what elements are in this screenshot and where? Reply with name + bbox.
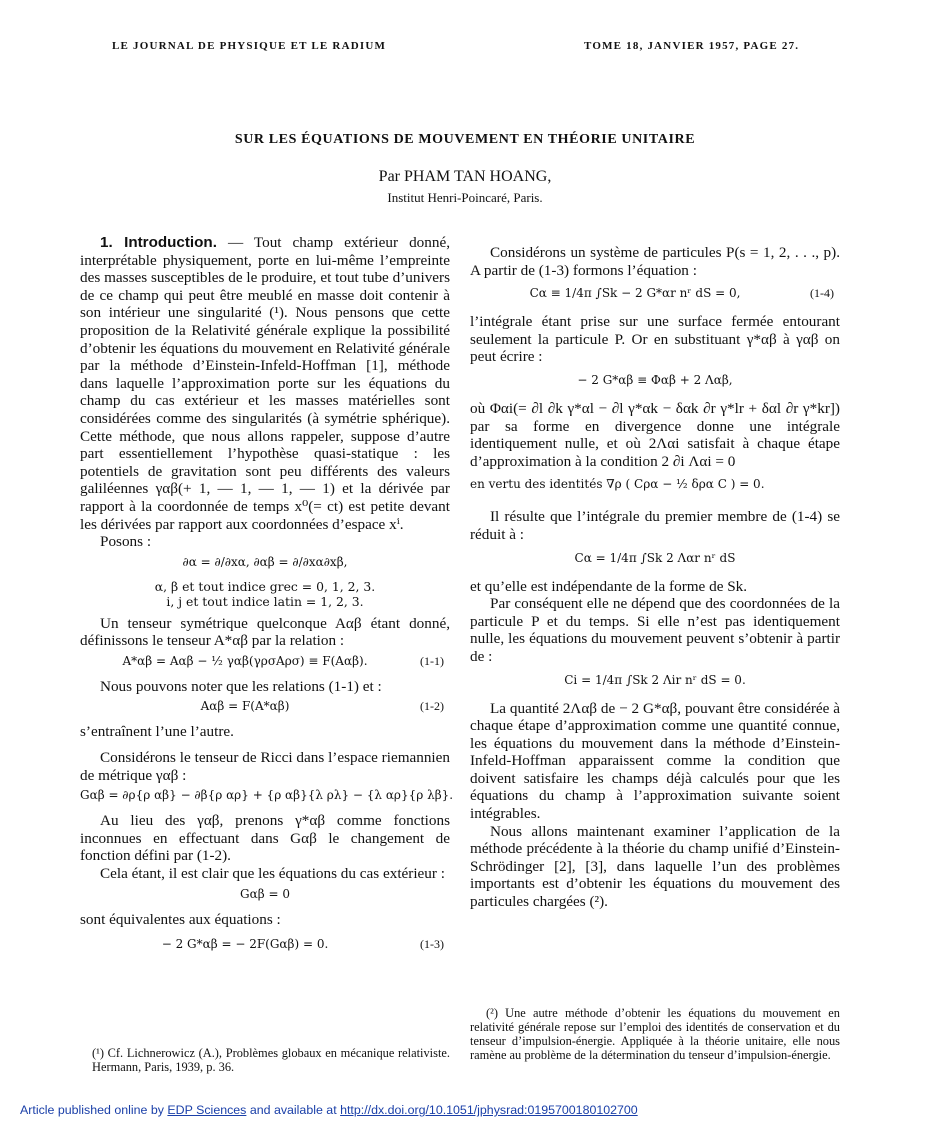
issue-header: TOME 18, JANVIER 1957, PAGE 27. — [584, 40, 800, 52]
latin-indices: i, j et tout indice latin = 1, 2, 3. — [166, 593, 364, 609]
equation-1-4: Cα ≡ 1/4π ∫Sk − 2 G*αr nʳ dS = 0, (1-4) — [529, 286, 834, 301]
doi-link[interactable]: http://dx.doi.org/10.1051/jphysrad:0195700180102700 — [340, 1103, 638, 1117]
left-column — [80, 234, 454, 961]
edp-sciences-link[interactable]: EDP Sciences — [167, 1103, 247, 1117]
equation-reduced: Cα = 1/4π ∫Sk 2 Λαr nʳ dS — [574, 550, 736, 565]
greek-indices: α, β et tout indice grec = 0, 1, 2, 3. — [154, 578, 376, 594]
consequence-paragraph: Par conséquent elle ne dépend que des coordonnées de la particule P et du temps. Si elle n’est pas identiquement nulle, les équations du mouvement peuvent s’obtenir à partir de : — [470, 595, 840, 665]
entrainent-text: s’entraînent l’une l’autre. — [80, 723, 234, 741]
cela-paragraph: Cela étant, il est clair que les équations du cas extérieur : — [100, 865, 445, 883]
equation-derivatives: ∂α = ∂/∂xα, ∂αβ = ∂/∂xα∂xβ, — [182, 554, 348, 569]
equivalent-text: sont équivalentes aux équations : — [80, 910, 281, 928]
substitution-paragraph: Au lieu des γαβ, prenons γ*αβ comme fonctions inconnues en effectuant dans Gαβ le changement de fonction défini par (1-2). — [80, 812, 450, 865]
result-paragraph: Il résulte que l’intégrale du premier membre de (1-4) se réduit à : — [470, 508, 840, 543]
equation-ricci: Gαβ = ∂ρ{ρ αβ} − ∂β{ρ αρ} + {ρ αβ}{λ ρλ} − {λ αρ}{ρ λβ}. — [80, 788, 454, 803]
author: Par PHAM TAN HOANG, — [378, 168, 552, 185]
quantity-paragraph: La quantité 2Λαβ de − 2 G*αβ, pouvant être considérée à chaque étape d’approximation comme une quantité connue, les équations du mouvement dans la méthode d’Einstein-Infeld-Hoffman apparaissent comme la condition que doivent satisfaire les champs déjà calculés pour que les équations du champ à l’approximation suivante soient intégrables. — [470, 699, 840, 823]
equation-g0: Gαβ = 0 — [240, 886, 290, 901]
journal-header: LE JOURNAL DE PHYSIQUE ET LE RADIUM — [112, 40, 387, 52]
publication-footer: Article published online by EDP Sciences and available at http://dx.doi.org/10.1051/jphysrad:0195700180102700 — [20, 1103, 638, 1117]
institution: Institut Henri-Poincaré, Paris. — [387, 190, 543, 205]
intro-paragraph: 1. Introduction. — Tout champ extérieur donné, interprétable physiquement, porte en lui-même l’empreinte des masses susceptibles de le produire, et tout tube d’univers de ce champ qui peut être meublé en masse doit contenir à son intérieur une singularité (¹). Nous pensons que cette proposition de la Relativité générale explique la possibilité d’obtenir les équations du mouvement en Relativité générale par la méthode d’Einstein-Infeld-Hoffman [1], méthode dans laquelle l’approximation porte sur les équations du champ du cas extérieur et les masses matérielles sont considérées comme des singularités (à symétrie sphérique). Cette méthode, que nous allons rappeler, suppose d’autre part essentiellement l’hypothèse quasi-statique : les potentiels de gravitation sont peu différents des valeurs galiléennes γαβ(+ 1, — 1, — 1, — 1) et la dérivée par rapport à la coordonnée de temps x⁰(= ct) est petite devant les dérivées par rapport aux coordonnées d’espace xⁱ. — [80, 234, 450, 533]
integral-paragraph: l’intégrale étant prise sur une surface fermée entourant seulement la particule P. Or en substituant γ*αβ à γαβ on peut écrire : — [470, 313, 840, 366]
equation-identities: en vertu des identités ∇ρ ( Cρα − ½ δρα C ) = 0. — [470, 477, 765, 492]
ricci-paragraph: Considérons le tenseur de Ricci dans l’espace riemannien de métrique γαβ : — [80, 749, 450, 784]
footnote-2: (²) Une autre méthode d’obtenir les équations du mouvement en relativité générale repose sur l’emploi des identités de conservation et du tenseur d’impulsion-énergie. Appliquée à la théorie unitaire, elle nous ramène au problème de la détermination du tenseur d’impulsion-énergie. — [470, 1006, 840, 1062]
section-title: 1. Introduction. — [100, 234, 217, 251]
particles-paragraph: Considérons un système de particules P(s = 1, 2, . . ., p). A partir de (1-3) formons l’équation : — [470, 244, 840, 279]
equation-1-3: − 2 G*αβ = − 2F(Gαβ) = 0. (1-3) — [161, 937, 444, 952]
divergence-paragraph: où Φαi(= ∂l ∂k γ*αl − ∂l γ*αk − δαk ∂r γ*lr + δαl ∂r γ*kr]) par sa forme en divergence donne une intégrale identiquement nulle, et où 2Λαi satisfait à chaque étape d’approximation à la condition 2 ∂i Λαi = 0 — [470, 399, 840, 470]
paper-title: SUR LES ÉQUATIONS DE MOUVEMENT EN THÉORIE UNITAIRE — [234, 132, 696, 147]
tensor-paragraph: Un tenseur symétrique quelconque Aαβ étant donné, définissons le tenseur A*αβ par la relation : — [80, 614, 450, 650]
independent-text: et qu’elle est indépendante de la forme de Sk. — [470, 577, 748, 595]
footnote-1: (¹) Cf. Lichnerowicz (A.), Problèmes globaux en mécanique relativiste. Hermann, Paris, 1939, p. 36. — [92, 1046, 450, 1074]
application-paragraph: Nous allons maintenant examiner l’application de la méthode précédente à la théorie du champ unifié d’Einstein-Schrödinger [2], [3], dans laquelle l’un des problèmes importants est d’obtenir les équations du mouvement des particules chargées (²). — [470, 822, 840, 911]
relations-paragraph: Nous pouvons noter que les relations (1-1) et : — [100, 677, 382, 695]
equation-motion: Ci = 1/4π ∫Sk 2 Λir nʳ dS = 0. — [564, 672, 746, 687]
equation-1-1: A*αβ = Aαβ − ½ γαβ(γρσAρσ) ≡ F(Aαβ). (1-1) — [122, 653, 444, 668]
posons-text: Posons : — [100, 533, 152, 551]
right-column — [470, 244, 840, 911]
equation-1-2: Aαβ = F(A*αβ) (1-2) — [200, 699, 444, 714]
equation-decomposition: − 2 G*αβ ≡ Φαβ + 2 Λαβ, — [577, 372, 733, 387]
